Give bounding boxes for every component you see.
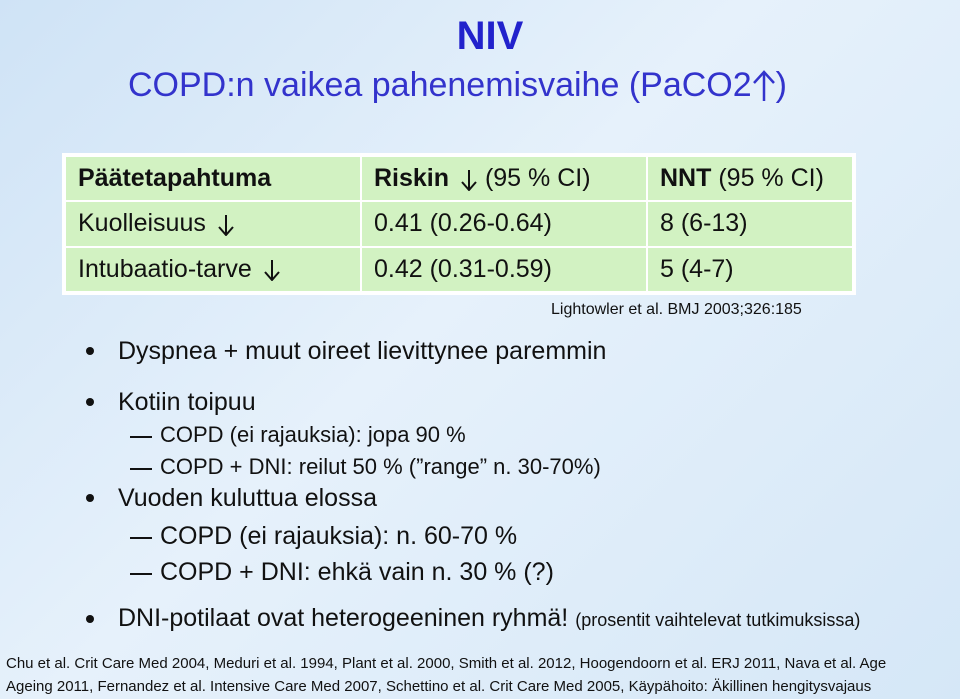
outcome-label: Intubaatio-tarve — [78, 254, 252, 283]
bullet-recovery: Kotiin toipuu — [118, 388, 256, 416]
bullet-survival: Vuoden kuluttua elossa — [118, 484, 377, 512]
references — [6, 652, 886, 698]
sub-bullet: COPD (ei rajauksia): n. 60-70 % — [160, 522, 518, 550]
table-citation: Lightowler et al. BMJ 2003;326:185 — [551, 301, 802, 318]
outcome-cell — [64, 247, 361, 294]
sub-bullet: COPD + DNI: ehkä vain n. 30 % (?) — [160, 558, 554, 586]
header-nnt — [647, 155, 854, 201]
subtitle-close: ) — [775, 66, 787, 104]
results-table — [62, 153, 856, 295]
references-line: Chu et al. Crit Care Med 2004, Meduri et al. 1994, Plant et al. 2000, Smith et al. 2012, Hoogendoorn et al. ERJ 2011, Nava et al. Age — [6, 655, 887, 672]
nnt-cell: 5 (4-7) — [647, 247, 854, 294]
bullet-dyspnea: Dyspnea + muut oireet lievittynee paremmin — [118, 337, 607, 365]
bullet-dot — [86, 398, 94, 406]
bullet-dni-note: (prosentit vaihtelevat tutkimuksissa) — [575, 610, 861, 630]
outcome-label: Kuolleisuus — [78, 209, 206, 238]
bullet-dot — [86, 347, 94, 355]
slide-subtitle — [128, 66, 787, 105]
arrow-down-icon — [217, 214, 235, 236]
dash-marker — [130, 436, 152, 438]
arrow-down-icon — [263, 259, 281, 281]
bullet-dot — [86, 494, 94, 502]
sub-bullet: COPD (ei rajauksia): jopa 90 % — [160, 422, 466, 447]
slide-title: NIV — [456, 14, 524, 58]
dash-marker — [130, 537, 152, 539]
risk-cell: 0.42 (0.31-0.59) — [361, 247, 647, 294]
sub-bullet: COPD + DNI: reilut 50 % (”range” n. 30-70%) — [160, 454, 601, 479]
header-risk-label: Riskin — [374, 164, 450, 193]
header-risk-ci: (95 % CI) — [484, 164, 591, 193]
header-outcome: Päätetapahtuma — [64, 155, 361, 201]
table-row — [64, 201, 854, 246]
arrow-up-icon — [752, 69, 776, 103]
outcome-cell — [64, 201, 361, 246]
references-line: Ageing 2011, Fernandez et al. Intensive Care Med 2007, Schettino et al. Crit Care Med 2005, Käypähoito: Äkillinen hengitysvajaus — [6, 678, 872, 695]
bullet-dni-text: DNI-potilaat ovat heterogeeninen ryhmä! — [118, 604, 569, 632]
table-header-row — [64, 155, 854, 201]
arrow-down-icon — [460, 169, 478, 191]
subtitle-text: COPD:n vaikea pahenemisvaihe (PaCO2 — [128, 66, 752, 104]
table-row — [64, 247, 854, 294]
bullet-dot — [86, 615, 94, 623]
nnt-cell: 8 (6-13) — [647, 201, 854, 246]
risk-cell: 0.41 (0.26-0.64) — [361, 201, 647, 246]
header-risk — [361, 155, 647, 201]
header-nnt-ci: (95 % CI) — [718, 164, 824, 193]
bullet-dni — [118, 604, 860, 633]
dash-marker — [130, 468, 152, 470]
dash-marker — [130, 573, 152, 575]
header-nnt-label: NNT — [660, 164, 712, 193]
